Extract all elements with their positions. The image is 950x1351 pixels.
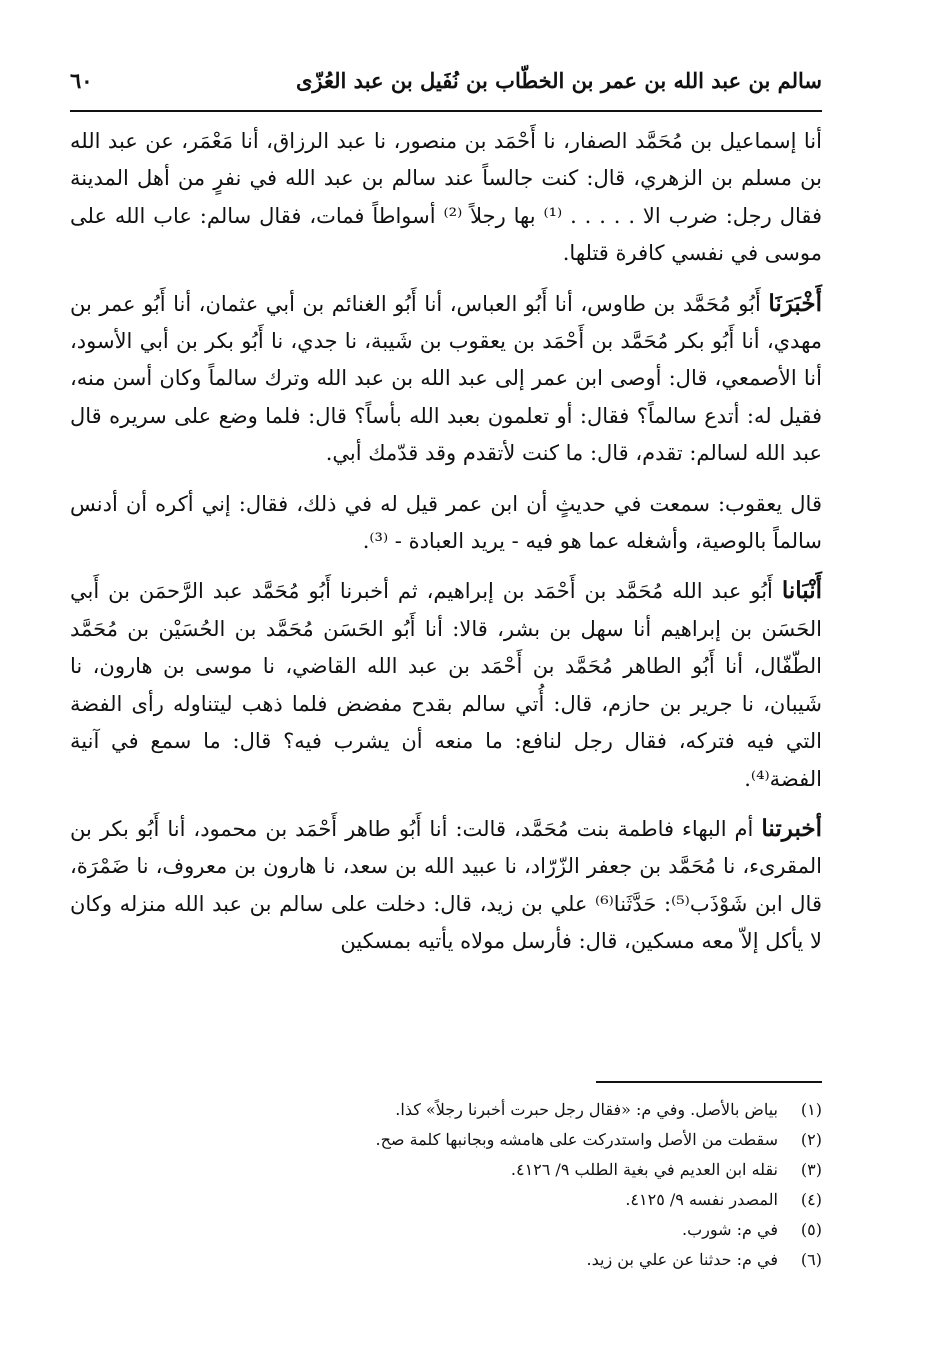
footnote-number: (٣) (800, 1160, 822, 1179)
footnotes (330, 1095, 822, 1275)
paragraph-5 (70, 810, 822, 961)
footnote-number: (٤) (800, 1190, 822, 1209)
footnote-text: نقله ابن العديم في بغية الطلب ٩/ ٤١٢٦. (510, 1160, 778, 1179)
paragraph-lead: أَنْبَانا (781, 577, 822, 605)
header-rule (70, 110, 822, 112)
page-number: ٦٠ (70, 68, 93, 93)
paragraph-4 (70, 572, 822, 797)
paragraph-1 (70, 122, 822, 273)
footnote (330, 1215, 822, 1245)
paragraph-lead: أخبرتنا (761, 814, 822, 842)
footnote (330, 1245, 822, 1275)
footnote-number: (١) (800, 1100, 822, 1119)
running-title: سالم بن عبد الله بن عمر بن الخطّاب بن نُفَيل بن عبد العُزّى (295, 68, 822, 93)
footnote (330, 1095, 822, 1125)
paragraph-text: أم البهاء فاطمة بنت مُحَمَّد، قالت: أنا أَبُو طاهر أَحْمَد بن محمود، أنا أَبُو بكر بن المقرىء، نا مُحَمَّد بن جعفر الزّرّاد، نا عبيد الله بن سعد، نا هارون بن معروف، نا ضَمْرَة، قال ابن شَوْذَب⁽⁵⁾: حَدَّثَنا⁽⁶⁾ علي بن زيد، قال: دخلت على سالم بن عبد الله منزله وكان لا يأكل إلاّ معه مسكين، قال: فأرسل مولاه يأتيه بمسكين (70, 816, 822, 954)
footnote (330, 1185, 822, 1215)
footnote-text: في م: حدثنا عن علي بن زيد. (586, 1250, 778, 1269)
footnote-text: سقطت من الأصل واستدركت على هامشه وبجانبها كلمة صح. (375, 1130, 778, 1149)
paragraph-lead: أَخْبَرَنَا (768, 289, 822, 317)
paragraph-text: أنا إسماعيل بن مُحَمَّد الصفار، نا أَحْمَد بن منصور، نا عبد الرزاق، أنا مَعْمَر، عن عبد الله بن مسلم بن الزهري، قال: كنت جالساً عند سالم بن عبد الله في نفرٍ من أهل المدينة فقال رجل: ضرب الا . . . . . ⁽¹⁾ بها رجلاً ⁽²⁾ أسواطاً فمات، فقال سالم: عاب الله على موسى في نفسي كافرة قتلها. (70, 129, 823, 266)
footnote-number: (٢) (800, 1130, 822, 1149)
footnote-rule (596, 1081, 822, 1083)
paragraph-3 (70, 485, 822, 561)
paragraph-text: أَبُو مُحَمَّد بن طاوس، أنا أَبُو العباس، أنا أَبُو الغنائم بن أبي عثمان، أنا أَبُو عمر بن مهدي، أنا أَبُو بكر مُحَمَّد بن أَحْمَد بن يعقوب بن شَيبة، نا جدي، نا أَبُو بكر بن أبي الأسود، أنا الأصمعي، قال: أوصى ابن عمر إلى عبد الله بن عبد الله وترك سالماً وكان أسن منه، فقيل له: أتدع سالماً؟ فقال: أو تعلمون بعبد الله بأساً؟ قال: فلما وضع على سريره قال عبد الله لسالم: تقدم، قال: ما كنت لأتقدم وقد قدّمك أبي. (70, 291, 822, 466)
footnote (330, 1125, 822, 1155)
paragraph-2 (70, 285, 822, 473)
footnote-number: (٥) (800, 1220, 822, 1239)
paragraph-text: قال يعقوب: سمعت في حديثٍ أن ابن عمر قيل له في ذلك، فقال: إني أكره أن أدنس سالماً بالوصية، وأشغله عما هو فيه - يريد العبادة - ⁽³⁾. (70, 491, 822, 554)
footnote-text: في م: شورب. (682, 1220, 778, 1239)
footnote-text: المصدر نفسه ٩/ ٤١٢٥. (625, 1190, 778, 1209)
footnote-number: (٦) (800, 1250, 822, 1269)
page-header (70, 68, 822, 93)
footnote (330, 1155, 822, 1185)
footnote-text: بياض بالأصل. وفي م: «فقال رجل حبرت أخبرنا رجلاً» كذا. (395, 1100, 778, 1119)
paragraph-text: أَبُو عبد الله مُحَمَّد بن أَحْمَد بن إبراهيم، ثم أخبرنا أَبُو مُحَمَّد عبد الرَّحمَن بن أَبي الحَسَن بن إبراهيم أنا سهل بن بشر، قالا: أنا أَبُو الحَسَن مُحَمَّد بن الحُسَيْن بن مُحَمَّد الطّفّال، أنا أَبُو الطاهر مُحَمَّد بن أَحْمَد بن عبد الله القاضي، نا موسى بن هارون، نا شَيبان، نا جرير بن حازم، قال: أُتي سالم بقدح مفضض فلما ذهب ليتناوله رأى الفضة التي فيه فتركه، فقال رجل لنافع: ما منعه أن يشرب فيه؟ قال: ما سمع في آنية الفضة⁽⁴⁾. (70, 579, 822, 791)
main-text (70, 122, 822, 973)
